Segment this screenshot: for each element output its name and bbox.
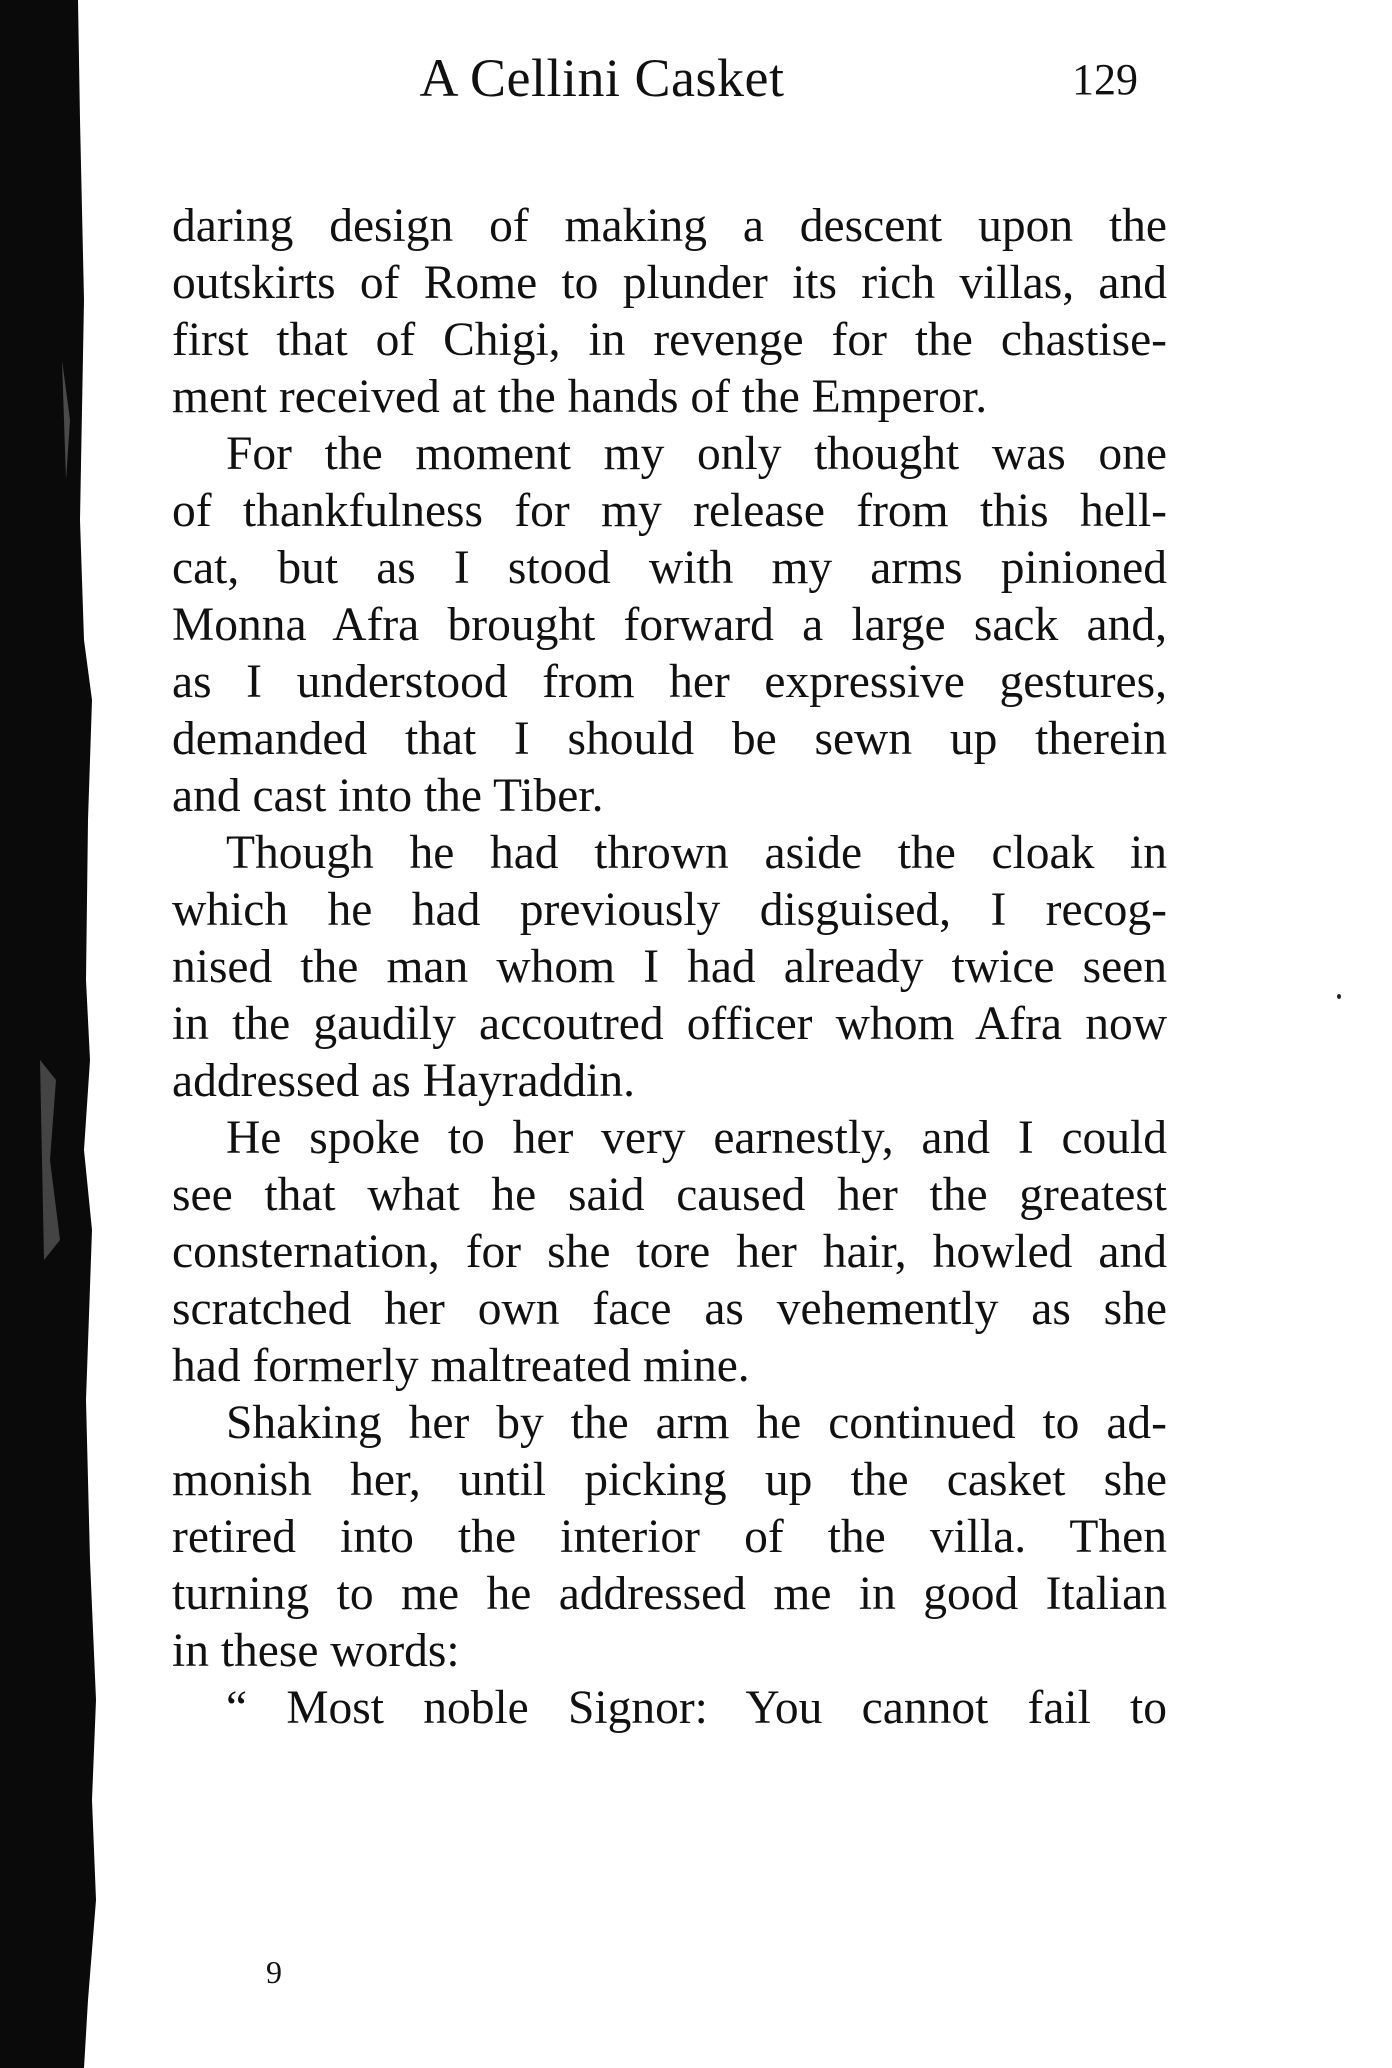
page-number: 129 [1072,55,1138,104]
text-line: For the moment my only thought was one [226,428,1167,480]
text-line: as I understood from her expressive gestures, [172,656,1167,708]
text-line: of thankfulness for my release from this hell- [172,485,1167,537]
text-line: and cast into the Tiber. [172,770,604,822]
text-line: had formerly maltreated mine. [172,1340,750,1392]
text-line: cat, but as I stood with my arms pinioned [172,542,1167,594]
text-line: turning to me he addressed me in good Italian [172,1568,1167,1620]
running-title: A Cellini Casket [419,48,785,108]
text-line: daring design of making a descent upon the [172,200,1167,252]
stray-ink-mark [1337,994,1341,999]
text-line: scratched her own face as vehemently as she [172,1283,1167,1335]
text-line: Though he had thrown aside the cloak in [226,827,1167,879]
binding-shadow [0,0,96,2068]
text-line: outskirts of Rome to plunder its rich villas, and [172,257,1167,309]
text-line: monish her, until picking up the casket she [172,1454,1167,1506]
text-line: Monna Afra brought forward a large sack and, [172,599,1167,651]
text-line: He spoke to her very earnestly, and I could [226,1112,1167,1164]
text-line: “ Most noble Signor: You cannot fail to [226,1682,1167,1734]
book-page [172,40,1172,1737]
running-head [172,40,1172,120]
text-line: consternation, for she tore her hair, howled and [172,1226,1167,1278]
text-line: in these words: [172,1625,460,1677]
text-line: addressed as Hayraddin. [172,1055,635,1107]
body-text [172,198,1167,1737]
text-line: first that of Chigi, in revenge for the chastise- [172,314,1167,366]
text-line: which he had previously disguised, I recog- [172,884,1167,936]
text-line: nised the man whom I had already twice seen [172,941,1167,993]
text-line: Shaking her by the arm he continued to ad- [226,1397,1167,1449]
text-line: see that what he said caused her the greatest [172,1169,1167,1221]
text-line: in the gaudily accoutred officer whom Afra now [172,998,1167,1050]
text-line: demanded that I should be sewn up therein [172,713,1167,765]
signature-mark: 9 [266,1954,282,1990]
text-line: ment received at the hands of the Emperor. [172,371,988,423]
text-line: retired into the interior of the villa. Then [172,1511,1167,1563]
